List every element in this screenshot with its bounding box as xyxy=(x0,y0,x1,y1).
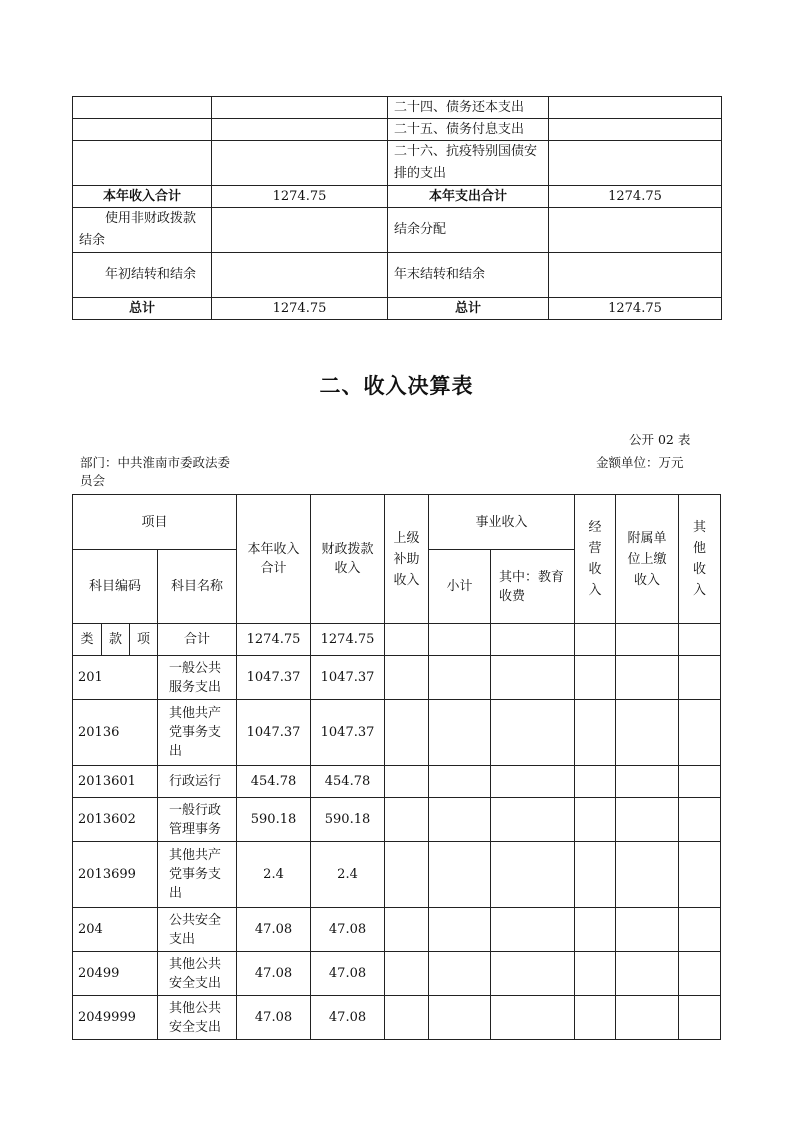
table-row xyxy=(73,700,721,766)
table-cell xyxy=(429,842,491,908)
table-cell xyxy=(429,656,491,700)
header-operating-text: 经营收入 xyxy=(588,520,602,598)
table-row xyxy=(73,141,722,186)
table-cell xyxy=(616,908,679,952)
table-cell xyxy=(575,656,616,700)
table-header-row xyxy=(73,495,721,550)
table-cell xyxy=(679,908,721,952)
header-subtotal: 小计 xyxy=(429,550,491,624)
fiscal-income: 1047.37 xyxy=(311,656,385,700)
subject-code: 20136 xyxy=(73,700,158,766)
table-cell xyxy=(212,119,388,141)
table-cell xyxy=(429,624,491,656)
table-cell xyxy=(575,952,616,996)
table-cell xyxy=(212,253,388,298)
table-row xyxy=(73,952,721,996)
subject-name-text: 公共安全支出 xyxy=(169,912,222,947)
header-subject-code: 科目编码 xyxy=(73,550,158,624)
department-label: 部门：中共淮南市委政法委员会 xyxy=(80,455,231,488)
table-cell xyxy=(385,700,429,766)
table-code: 公开 02 表 xyxy=(629,432,691,447)
income-statement-table xyxy=(72,494,721,1040)
subject-name-text: 一般公共服务支出 xyxy=(169,660,222,695)
subject-name-text: 一般行政管理事务 xyxy=(169,802,222,837)
table-cell xyxy=(549,208,722,253)
fiscal-income: 47.08 xyxy=(311,908,385,952)
subject-name-text: 行政运行 xyxy=(169,774,222,789)
header-total xyxy=(237,495,311,624)
table-cell xyxy=(491,656,575,700)
table-cell xyxy=(679,700,721,766)
header-subject-name: 科目名称 xyxy=(158,550,237,624)
table-cell xyxy=(491,798,575,842)
table-cell xyxy=(679,842,721,908)
header-other xyxy=(679,495,721,624)
section-title: 二、收入决算表 xyxy=(319,374,474,398)
subject-name-text: 其他公共安全支出 xyxy=(169,1000,222,1035)
table-cell xyxy=(616,996,679,1040)
table-cell xyxy=(679,766,721,798)
header-section: 款 xyxy=(102,624,130,656)
table-cell xyxy=(616,842,679,908)
balance-allocation-label: 结余分配 xyxy=(388,208,549,253)
header-affiliated xyxy=(616,495,679,624)
table-cell xyxy=(491,952,575,996)
table-row xyxy=(73,208,722,253)
header-superior-text: 上级补助收入 xyxy=(393,530,420,588)
income-total: 47.08 xyxy=(237,952,311,996)
table-cell xyxy=(491,842,575,908)
subject-name-text: 其他共产党事务支出 xyxy=(169,848,222,901)
expense-item-label: 二十五、债务付息支出 xyxy=(388,119,549,141)
table-cell xyxy=(429,952,491,996)
header-fiscal xyxy=(311,495,385,624)
subject-name xyxy=(158,842,237,908)
table-cell xyxy=(575,798,616,842)
income-expense-summary-table xyxy=(72,96,722,320)
table-cell xyxy=(385,996,429,1040)
table-cell xyxy=(385,656,429,700)
subject-name xyxy=(158,996,237,1040)
table-cell xyxy=(385,798,429,842)
income-total: 454.78 xyxy=(237,766,311,798)
table-cell xyxy=(385,624,429,656)
grand-total-label: 总计 xyxy=(73,298,212,320)
table-cell xyxy=(549,141,722,186)
income-total: 2.4 xyxy=(237,842,311,908)
subject-code: 204 xyxy=(73,908,158,952)
table-cell xyxy=(616,656,679,700)
total-row-fiscal: 1274.75 xyxy=(311,624,385,656)
header-business: 事业收入 xyxy=(429,495,575,550)
grand-total-label: 总计 xyxy=(388,298,549,320)
table-row xyxy=(73,842,721,908)
header-affiliated-text: 附属单位上缴收入 xyxy=(627,530,667,588)
table-cell xyxy=(73,97,212,119)
table-cell xyxy=(616,952,679,996)
annual-expense-total-value: 1274.75 xyxy=(549,186,722,208)
table-cell xyxy=(575,996,616,1040)
income-total: 1047.37 xyxy=(237,700,311,766)
income-total: 1047.37 xyxy=(237,656,311,700)
closing-balance-label: 年末结转和结余 xyxy=(388,253,549,298)
subject-name xyxy=(158,952,237,996)
table-cell xyxy=(616,700,679,766)
header-other-text: 其他收入 xyxy=(693,520,707,598)
unit-label: 金额单位：万元 xyxy=(596,455,684,470)
income-total: 47.08 xyxy=(237,996,311,1040)
table-cell xyxy=(549,97,722,119)
grand-total-expense-value: 1274.75 xyxy=(549,298,722,320)
table-cell xyxy=(575,766,616,798)
table-cell xyxy=(575,908,616,952)
table-cell xyxy=(385,842,429,908)
header-fiscal-text: 财政拨款收入 xyxy=(321,542,374,576)
subject-name xyxy=(158,656,237,700)
table-cell xyxy=(385,908,429,952)
fiscal-income: 590.18 xyxy=(311,798,385,842)
annual-income-total-label: 本年收入合计 xyxy=(73,186,212,208)
subject-code: 2013699 xyxy=(73,842,158,908)
header-category: 类 xyxy=(73,624,102,656)
table-cell xyxy=(429,700,491,766)
fiscal-income: 1047.37 xyxy=(311,700,385,766)
table-cell xyxy=(616,624,679,656)
subject-code: 2013601 xyxy=(73,766,158,798)
table-cell xyxy=(212,97,388,119)
expense-item-label: 二十四、债务还本支出 xyxy=(388,97,549,119)
table-cell xyxy=(679,798,721,842)
table-cell xyxy=(429,908,491,952)
header-project: 项目 xyxy=(73,495,237,550)
table-cell xyxy=(73,119,212,141)
table-cell xyxy=(491,766,575,798)
expense-item-label: 二十六、抗疫特别国债安排的支出 xyxy=(388,141,549,186)
table-row xyxy=(73,798,721,842)
opening-balance-label: 年初结转和结余 xyxy=(73,253,212,298)
subject-code: 20499 xyxy=(73,952,158,996)
table-cell xyxy=(575,700,616,766)
subject-name xyxy=(158,700,237,766)
income-total: 47.08 xyxy=(237,908,311,952)
subject-name-text: 其他公共安全支出 xyxy=(169,956,222,991)
table-cell xyxy=(491,624,575,656)
fiscal-income: 2.4 xyxy=(311,842,385,908)
header-total-text: 本年收入合计 xyxy=(247,542,300,576)
table-cell xyxy=(679,952,721,996)
fiscal-income: 47.08 xyxy=(311,952,385,996)
table-cell xyxy=(491,996,575,1040)
table-row xyxy=(73,766,721,798)
fiscal-income: 454.78 xyxy=(311,766,385,798)
table-cell xyxy=(575,624,616,656)
table-cell xyxy=(429,798,491,842)
total-row-income: 1274.75 xyxy=(237,624,311,656)
table-cell xyxy=(616,798,679,842)
table-cell xyxy=(491,700,575,766)
table-row xyxy=(73,119,722,141)
table-cell xyxy=(429,766,491,798)
grand-total-income-value: 1274.75 xyxy=(212,298,388,320)
table-cell xyxy=(679,996,721,1040)
table-cell xyxy=(385,766,429,798)
non-fiscal-balance-label: 使用非财政拨款结余 xyxy=(73,208,212,253)
subject-code: 2013602 xyxy=(73,798,158,842)
table-cell xyxy=(429,996,491,1040)
table-cell xyxy=(385,952,429,996)
table-row xyxy=(73,97,722,119)
table-cell xyxy=(212,141,388,186)
income-total: 590.18 xyxy=(237,798,311,842)
subject-name-text: 其他共产党事务支出 xyxy=(169,706,222,759)
table-row xyxy=(73,298,722,320)
table-row xyxy=(73,186,722,208)
table-row xyxy=(73,996,721,1040)
table-cell xyxy=(575,842,616,908)
header-superior xyxy=(385,495,429,624)
annual-expense-total-label: 本年支出合计 xyxy=(388,186,549,208)
total-row-label: 合计 xyxy=(158,624,237,656)
header-item: 项 xyxy=(130,624,158,656)
table-row xyxy=(73,624,721,656)
subject-code: 201 xyxy=(73,656,158,700)
table-cell xyxy=(679,624,721,656)
table-cell xyxy=(212,208,388,253)
table-row xyxy=(73,908,721,952)
subject-code: 2049999 xyxy=(73,996,158,1040)
table-cell xyxy=(549,119,722,141)
subject-name xyxy=(158,798,237,842)
subject-name xyxy=(158,908,237,952)
header-education-fee: 其中：教育收费 xyxy=(491,550,575,624)
annual-income-total-value: 1274.75 xyxy=(212,186,388,208)
table-cell xyxy=(679,656,721,700)
header-operating xyxy=(575,495,616,624)
table-row xyxy=(73,656,721,700)
table-cell xyxy=(491,908,575,952)
table-cell xyxy=(73,141,212,186)
table-row xyxy=(73,253,722,298)
fiscal-income: 47.08 xyxy=(311,996,385,1040)
table-cell xyxy=(616,766,679,798)
table-cell xyxy=(549,253,722,298)
subject-name xyxy=(158,766,237,798)
